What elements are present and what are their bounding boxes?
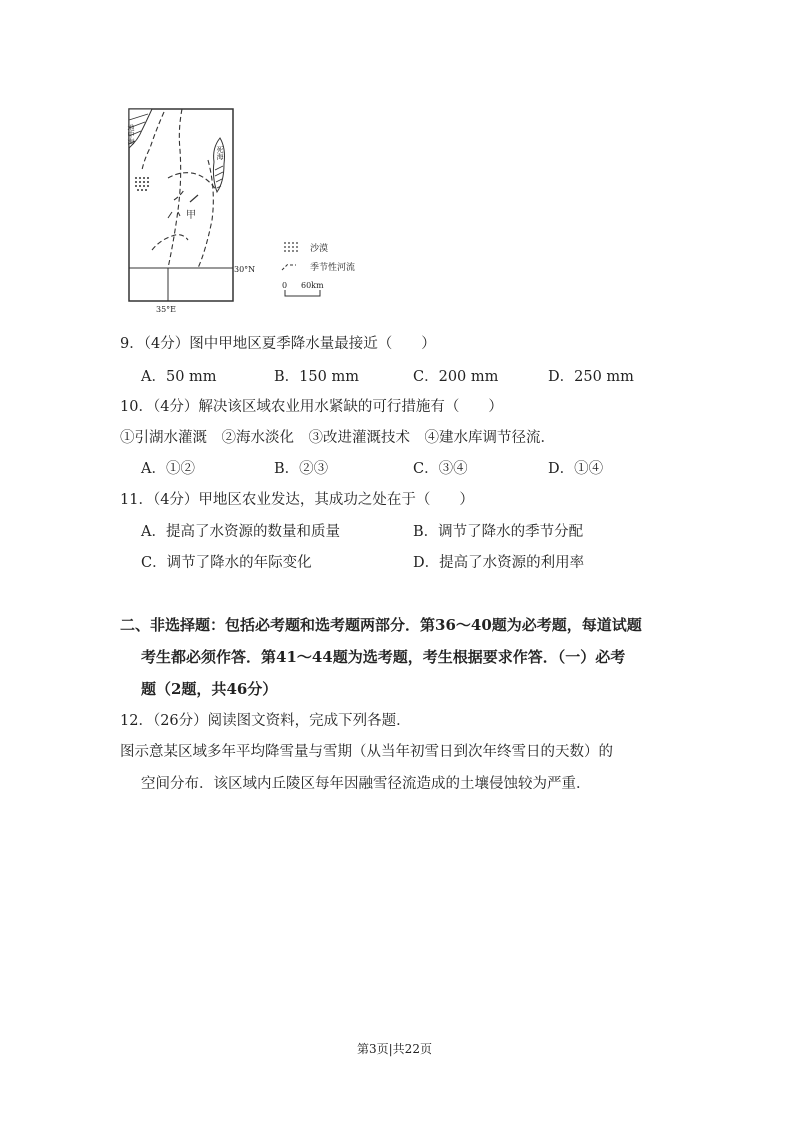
q11-option-b: B．调节了降水的季节分配	[413, 524, 584, 540]
q9-stem: 9．（4分）图中甲地区夏季降水量最接近（ ）	[120, 336, 436, 352]
river-2	[168, 173, 216, 190]
river-short	[168, 212, 180, 218]
legend-river-symbol	[282, 264, 296, 270]
q11-option-c: C．调节了降水的年际变化	[141, 555, 312, 571]
scale-km: 60km	[301, 281, 324, 290]
q10-stem: 10．（4分）解决该区域农业用水紧缺的可行措施有（ ）	[120, 399, 503, 415]
q12-text2: 空间分布．该区域内丘陵区每年因融雪径流造成的土壤侵蚀较为严重．	[141, 776, 591, 792]
jia-label: 甲	[186, 210, 196, 221]
sea-left-label: 地中海	[127, 124, 135, 145]
map-figure	[120, 100, 400, 320]
legend-desert-label: 沙漠	[310, 244, 329, 254]
q10-option-c: C．③④	[413, 461, 468, 477]
section2-line2: 考生都必须作答．第41～44题为选考题，考生根据要求作答．（一）必考	[141, 648, 626, 666]
q9-option-a: A．50 mm	[141, 369, 217, 385]
q11-stem: 11．（4分）甲地区农业发达，其成功之处在于（ ）	[120, 492, 474, 508]
scale-bar	[285, 290, 320, 296]
border-line	[168, 109, 182, 268]
q10-option-b: B．②③	[274, 461, 329, 477]
map-frame	[129, 109, 233, 301]
q10-choices: ①引湖水灌溉 ②海水淡化 ③改进灌溉技术 ④建水库调节径流．	[120, 430, 555, 446]
q9-option-b: B．150 mm	[274, 369, 359, 385]
q10-option-d: D．①④	[548, 461, 604, 477]
jia-marker	[190, 195, 198, 202]
scale-zero: 0	[282, 281, 288, 290]
q9-option-d: D．250 mm	[548, 369, 634, 385]
desert-dots	[135, 177, 149, 191]
lon-label: 35°E	[156, 305, 177, 314]
legend-desert-symbol	[284, 242, 298, 252]
lat-label: 30°N	[234, 265, 256, 274]
q12-text1: 图示意某区域多年平均降雪量与雪期（从当年初雪日到次年终雪日的天数）的	[120, 744, 613, 760]
section2-line1: 二、非选择题：包括必考题和选考题两部分．第36～40题为必考题，每道试题	[120, 616, 642, 634]
legend-river-label: 季节性河流	[310, 263, 356, 273]
q12-stem: 12．（26分）阅读图文资料，完成下列各题．	[120, 713, 411, 729]
section2-line3: 题（2题，共46分）	[141, 680, 278, 698]
q9-option-c: C．200 mm	[413, 369, 499, 385]
sea-right-label: 死海	[216, 146, 224, 160]
page-footer: 第3页|共22页	[357, 1042, 432, 1056]
q10-option-a: A．①②	[141, 461, 195, 477]
q11-option-a: A．提高了水资源的数量和质量	[141, 524, 340, 540]
river-4	[152, 235, 188, 250]
q11-option-d: D．提高了水资源的利用率	[413, 555, 585, 571]
